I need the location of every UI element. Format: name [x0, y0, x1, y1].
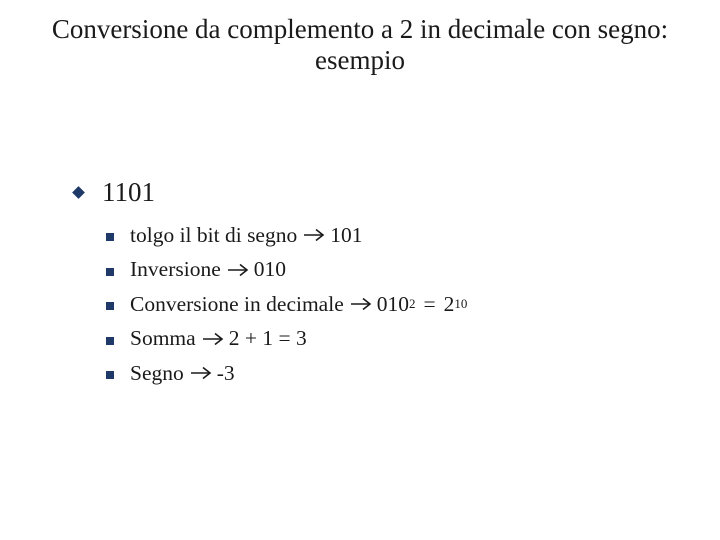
right-arrow-icon: [190, 366, 212, 380]
square-bullet-icon: [106, 302, 114, 310]
step-text: Inversione: [130, 257, 221, 282]
decimal-base-subscript: 10: [454, 296, 468, 312]
right-arrow-icon: [202, 332, 224, 346]
step-result: 2 + 1 = 3: [228, 326, 307, 351]
binary-value: 010: [376, 291, 409, 316]
step-item-sum: [106, 322, 467, 357]
step-item-remove-sign-bit: [106, 218, 467, 253]
step-text: Somma: [130, 326, 196, 351]
square-bullet-icon: [106, 233, 114, 241]
step-text: Segno: [130, 360, 184, 385]
step-item-sign: [106, 356, 467, 391]
slide-title-line-2: esempio: [315, 45, 405, 75]
square-bullet-icon: [106, 337, 114, 345]
slide-title: [0, 14, 720, 76]
square-bullet-icon: [106, 371, 114, 379]
step-result: -3: [216, 360, 235, 385]
main-bullet-item: [72, 176, 155, 208]
diamond-bullet-icon: [72, 186, 85, 199]
slide-title-line-1: Conversione da complemento a 2 in decimale con segno:: [51, 14, 669, 44]
main-bullet-text: 1101: [102, 177, 155, 207]
square-bullet-icon: [106, 268, 114, 276]
equals-sign: =: [423, 291, 436, 316]
step-text: tolgo il bit di segno: [130, 222, 298, 247]
binary-base-subscript: 2: [409, 296, 416, 312]
right-arrow-icon: [227, 263, 249, 277]
step-list: [106, 218, 467, 391]
decimal-value: 2: [443, 291, 455, 316]
step-item-inversion: [106, 253, 467, 288]
right-arrow-icon: [303, 228, 325, 242]
step-result: 010: [253, 257, 286, 282]
right-arrow-icon: [350, 297, 372, 311]
step-item-decimal-conversion: [106, 287, 467, 322]
step-text: Conversione in decimale: [130, 291, 344, 316]
step-result: 101: [330, 222, 363, 247]
